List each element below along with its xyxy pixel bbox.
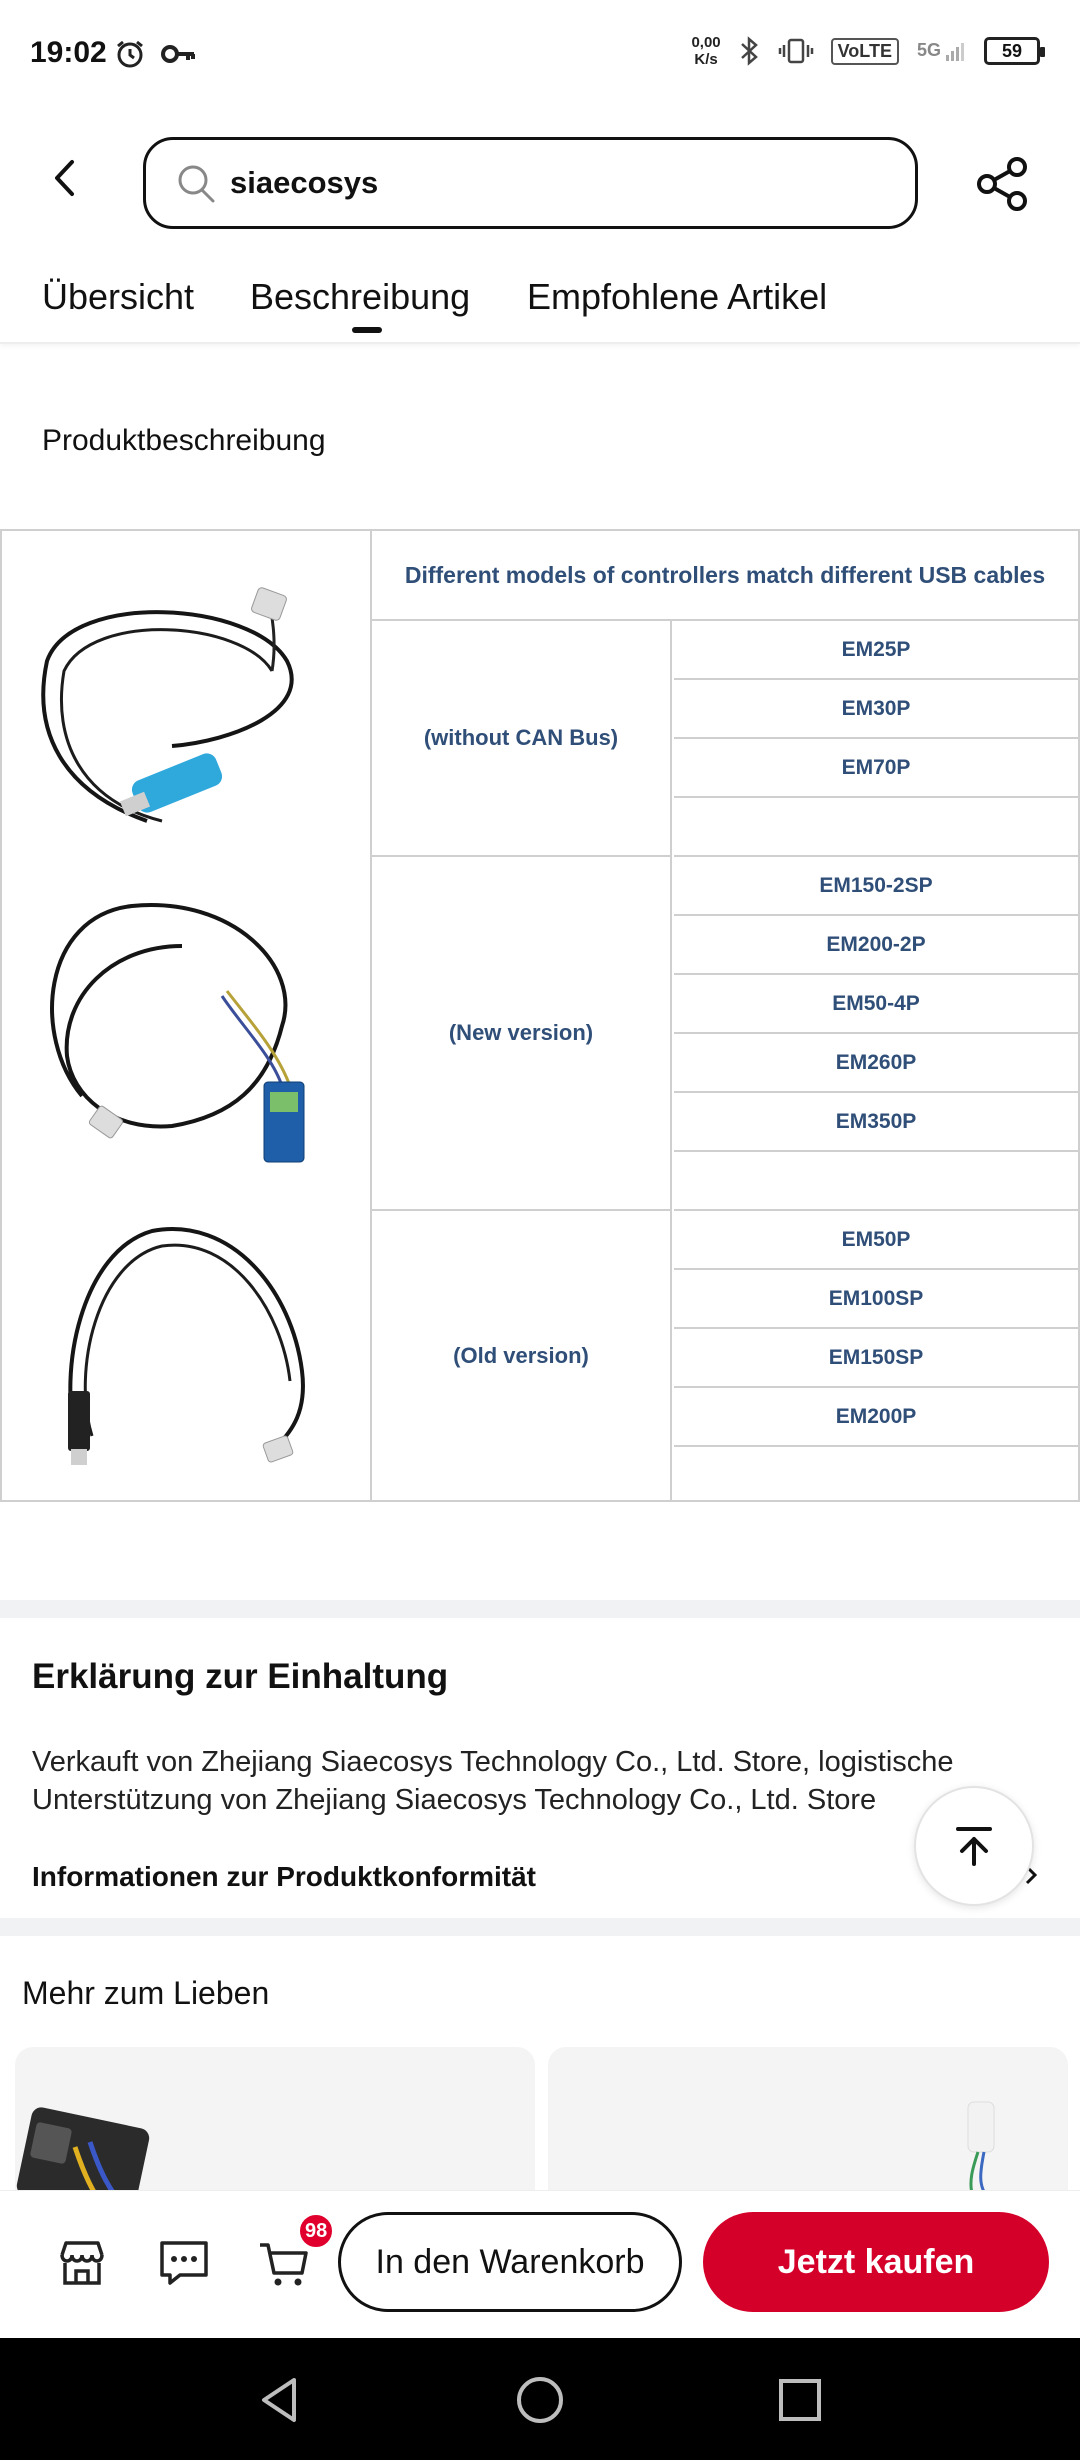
usb-cable-image-1 [2, 531, 372, 831]
store-icon[interactable] [54, 2235, 110, 2291]
model-row: EM70P [674, 739, 1078, 798]
product-card[interactable] [15, 2047, 535, 2197]
volte-indicator: VoLTE [831, 38, 899, 65]
compliance-text: Verkauft von Zhejiang Siaecosys Technology Co., Ltd. Store, logistische Unterstützung von Zhejiang Siaecosys Technology Co., Ltd. Store [32, 1746, 954, 1816]
section-divider [0, 1600, 1080, 1618]
vibrate-icon [779, 37, 813, 65]
search-query: siaecosys [230, 165, 379, 200]
group-without-can-bus: (without CAN Bus) [372, 621, 672, 857]
section-divider [0, 1918, 1080, 1936]
signal-indicator: 5G [917, 40, 966, 62]
tab-active-indicator [352, 327, 382, 333]
model-row [674, 1152, 1078, 1211]
tab-recommended[interactable]: Empfohlene Artikel [527, 276, 828, 317]
bluetooth-icon [739, 36, 761, 66]
usb-cable-image-2 [2, 856, 372, 1176]
product-description-label: Produktbeschreibung [42, 424, 326, 457]
tab-bar [0, 240, 1080, 344]
back-button[interactable] [44, 158, 84, 198]
product-thumbnail [548, 2047, 1068, 2197]
model-row: EM150SP [674, 1329, 1078, 1388]
chevron-left-icon [52, 159, 76, 197]
model-row: EM50P [674, 1211, 1078, 1270]
more-to-love-title: Mehr zum Lieben [22, 1975, 270, 2011]
compliance-title: Erklärung zur Einhaltung [32, 1657, 449, 1696]
model-row: EM150-2SP [674, 857, 1078, 916]
signal-icon [946, 40, 966, 62]
status-bar [0, 0, 1080, 110]
search-icon [176, 163, 216, 203]
nav-back-icon[interactable] [254, 2374, 306, 2426]
model-row: EM350P [674, 1093, 1078, 1152]
product-thumbnail [15, 2047, 535, 2197]
buy-now-button[interactable]: Jetzt kaufen [703, 2212, 1049, 2312]
cable-images [2, 531, 372, 1500]
battery-indicator: 59 [984, 37, 1040, 65]
nav-recents-icon[interactable] [774, 2374, 826, 2426]
chat-icon[interactable] [156, 2235, 212, 2291]
group-old-version: (Old version) [372, 1211, 672, 1500]
table-header: Different models of controllers match different USB cables [372, 531, 1078, 621]
model-row: EM30P [674, 680, 1078, 739]
product-image-table[interactable] [0, 529, 1080, 1502]
model-row [674, 1447, 1078, 1500]
nav-home-icon[interactable] [514, 2374, 566, 2426]
model-row: EM200-2P [674, 916, 1078, 975]
model-row: EM200P [674, 1388, 1078, 1447]
model-row [674, 798, 1078, 857]
system-nav-bar [0, 2338, 1080, 2460]
scroll-to-top-button[interactable] [914, 1786, 1034, 1906]
search-input[interactable] [143, 137, 918, 229]
top-header [0, 110, 1080, 240]
tab-description[interactable]: Beschreibung [250, 276, 471, 317]
bottom-action-bar [0, 2190, 1080, 2338]
tab-overview[interactable]: Übersicht [42, 276, 195, 317]
key-icon [160, 38, 198, 70]
network-speed: 0,00 K/s [691, 34, 721, 68]
model-row: EM25P [674, 621, 1078, 680]
model-row: EM100SP [674, 1270, 1078, 1329]
arrow-up-icon [952, 1824, 996, 1868]
share-icon[interactable] [975, 156, 1031, 212]
usb-cable-image-3 [2, 1191, 372, 1491]
product-conformity-link[interactable]: Informationen zur Produktkonformität [32, 1861, 536, 1892]
add-to-cart-button[interactable]: In den Warenkorb [338, 2212, 682, 2312]
alarm-icon [114, 38, 146, 70]
group-new-version: (New version) [372, 857, 672, 1211]
status-time: 19:02 [30, 36, 107, 69]
model-row: EM260P [674, 1034, 1078, 1093]
model-row: EM50-4P [674, 975, 1078, 1034]
cart-count-badge: 98 [298, 2213, 334, 2249]
product-card[interactable] [548, 2047, 1068, 2197]
